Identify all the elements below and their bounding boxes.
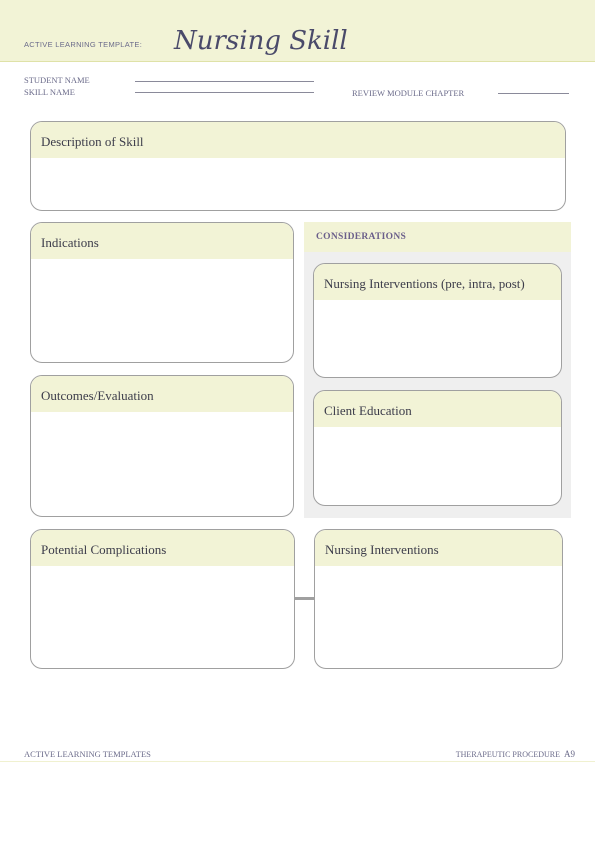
footer-line	[0, 761, 595, 762]
review-module-field[interactable]	[498, 93, 569, 94]
student-name-label: STUDENT NAME	[24, 75, 90, 85]
footer-procedure: THERAPEUTIC PROCEDURE	[455, 750, 560, 759]
client-education-heading: Client Education	[314, 391, 561, 427]
description-heading: Description of Skill	[31, 122, 565, 158]
footer-code: A9	[564, 749, 575, 759]
page-title: Nursing Skill	[174, 26, 348, 56]
outcomes-box[interactable]	[30, 375, 294, 517]
student-name-field[interactable]	[135, 81, 314, 82]
interventions-phases-box[interactable]	[313, 263, 562, 378]
complications-box[interactable]	[30, 529, 295, 669]
nursing-interventions-heading: Nursing Interventions	[315, 530, 562, 566]
considerations-header	[304, 222, 571, 252]
outcomes-heading: Outcomes/Evaluation	[31, 376, 293, 412]
considerations-label: CONSIDERATIONS	[316, 232, 407, 242]
connector-line	[294, 597, 314, 600]
indications-box[interactable]	[30, 222, 294, 363]
header-band	[0, 0, 595, 62]
complications-heading: Potential Complications	[31, 530, 294, 566]
description-box[interactable]	[30, 121, 566, 211]
review-module-label: REVIEW MODULE CHAPTER	[352, 88, 465, 98]
footer-left: ACTIVE LEARNING TEMPLATES	[24, 749, 151, 759]
skill-name-label: SKILL NAME	[24, 87, 75, 97]
nursing-interventions-box[interactable]	[314, 529, 563, 669]
interventions-phases-heading: Nursing Interventions (pre, intra, post)	[314, 264, 561, 300]
template-label: ACTIVE LEARNING TEMPLATE:	[24, 40, 143, 49]
indications-heading: Indications	[31, 223, 293, 259]
skill-name-field[interactable]	[135, 92, 314, 93]
client-education-box[interactable]	[313, 390, 562, 506]
footer-right	[456, 749, 575, 759]
